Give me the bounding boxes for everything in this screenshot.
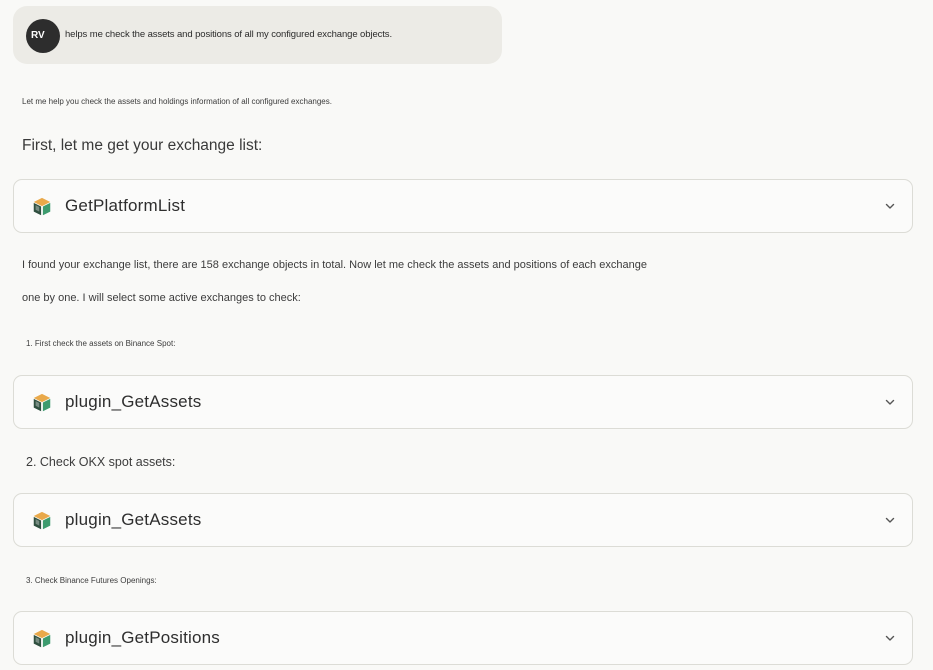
tool-call-name: plugin_GetAssets xyxy=(65,392,202,411)
chevron-down-icon[interactable] xyxy=(884,396,896,408)
assistant-step-3: 3. Check Binance Futures Openings: xyxy=(26,576,157,585)
tool-call-card-get-assets-okx[interactable] xyxy=(13,493,913,547)
user-message-bubble xyxy=(13,6,502,64)
assistant-found-line-2: one by one. I will select some active exchanges to check: xyxy=(22,292,301,304)
assistant-first-step: First, let me get your exchange list: xyxy=(22,137,263,154)
tool-call-card-get-platform-list[interactable] xyxy=(13,179,913,233)
cube-plugin-icon xyxy=(31,196,53,218)
cube-plugin-icon xyxy=(31,628,53,650)
tool-call-card-get-assets-binance[interactable] xyxy=(13,375,913,429)
assistant-intro: Let me help you check the assets and holdings information of all configured exchanges. xyxy=(22,97,332,106)
cube-plugin-icon xyxy=(31,510,53,532)
assistant-found-line-1: I found your exchange list, there are 158 exchange objects in total. Now let me check the assets and positions of each exchange xyxy=(22,259,647,271)
assistant-step-1: 1. First check the assets on Binance Spot: xyxy=(26,339,176,348)
tool-call-name: plugin_GetAssets xyxy=(65,510,202,529)
assistant-step-2: 2. Check OKX spot assets: xyxy=(26,455,176,469)
chevron-down-icon[interactable] xyxy=(884,632,896,644)
tool-call-card-get-positions[interactable] xyxy=(13,611,913,665)
tool-call-name: plugin_GetPositions xyxy=(65,628,221,647)
chevron-down-icon[interactable] xyxy=(884,514,896,526)
avatar: RV xyxy=(26,19,60,53)
cube-plugin-icon xyxy=(31,392,53,414)
user-message-text: helps me check the assets and positions of all my configured exchange objects. xyxy=(65,29,393,40)
chevron-down-icon[interactable] xyxy=(884,200,896,212)
tool-call-name: GetPlatformList xyxy=(65,196,186,215)
